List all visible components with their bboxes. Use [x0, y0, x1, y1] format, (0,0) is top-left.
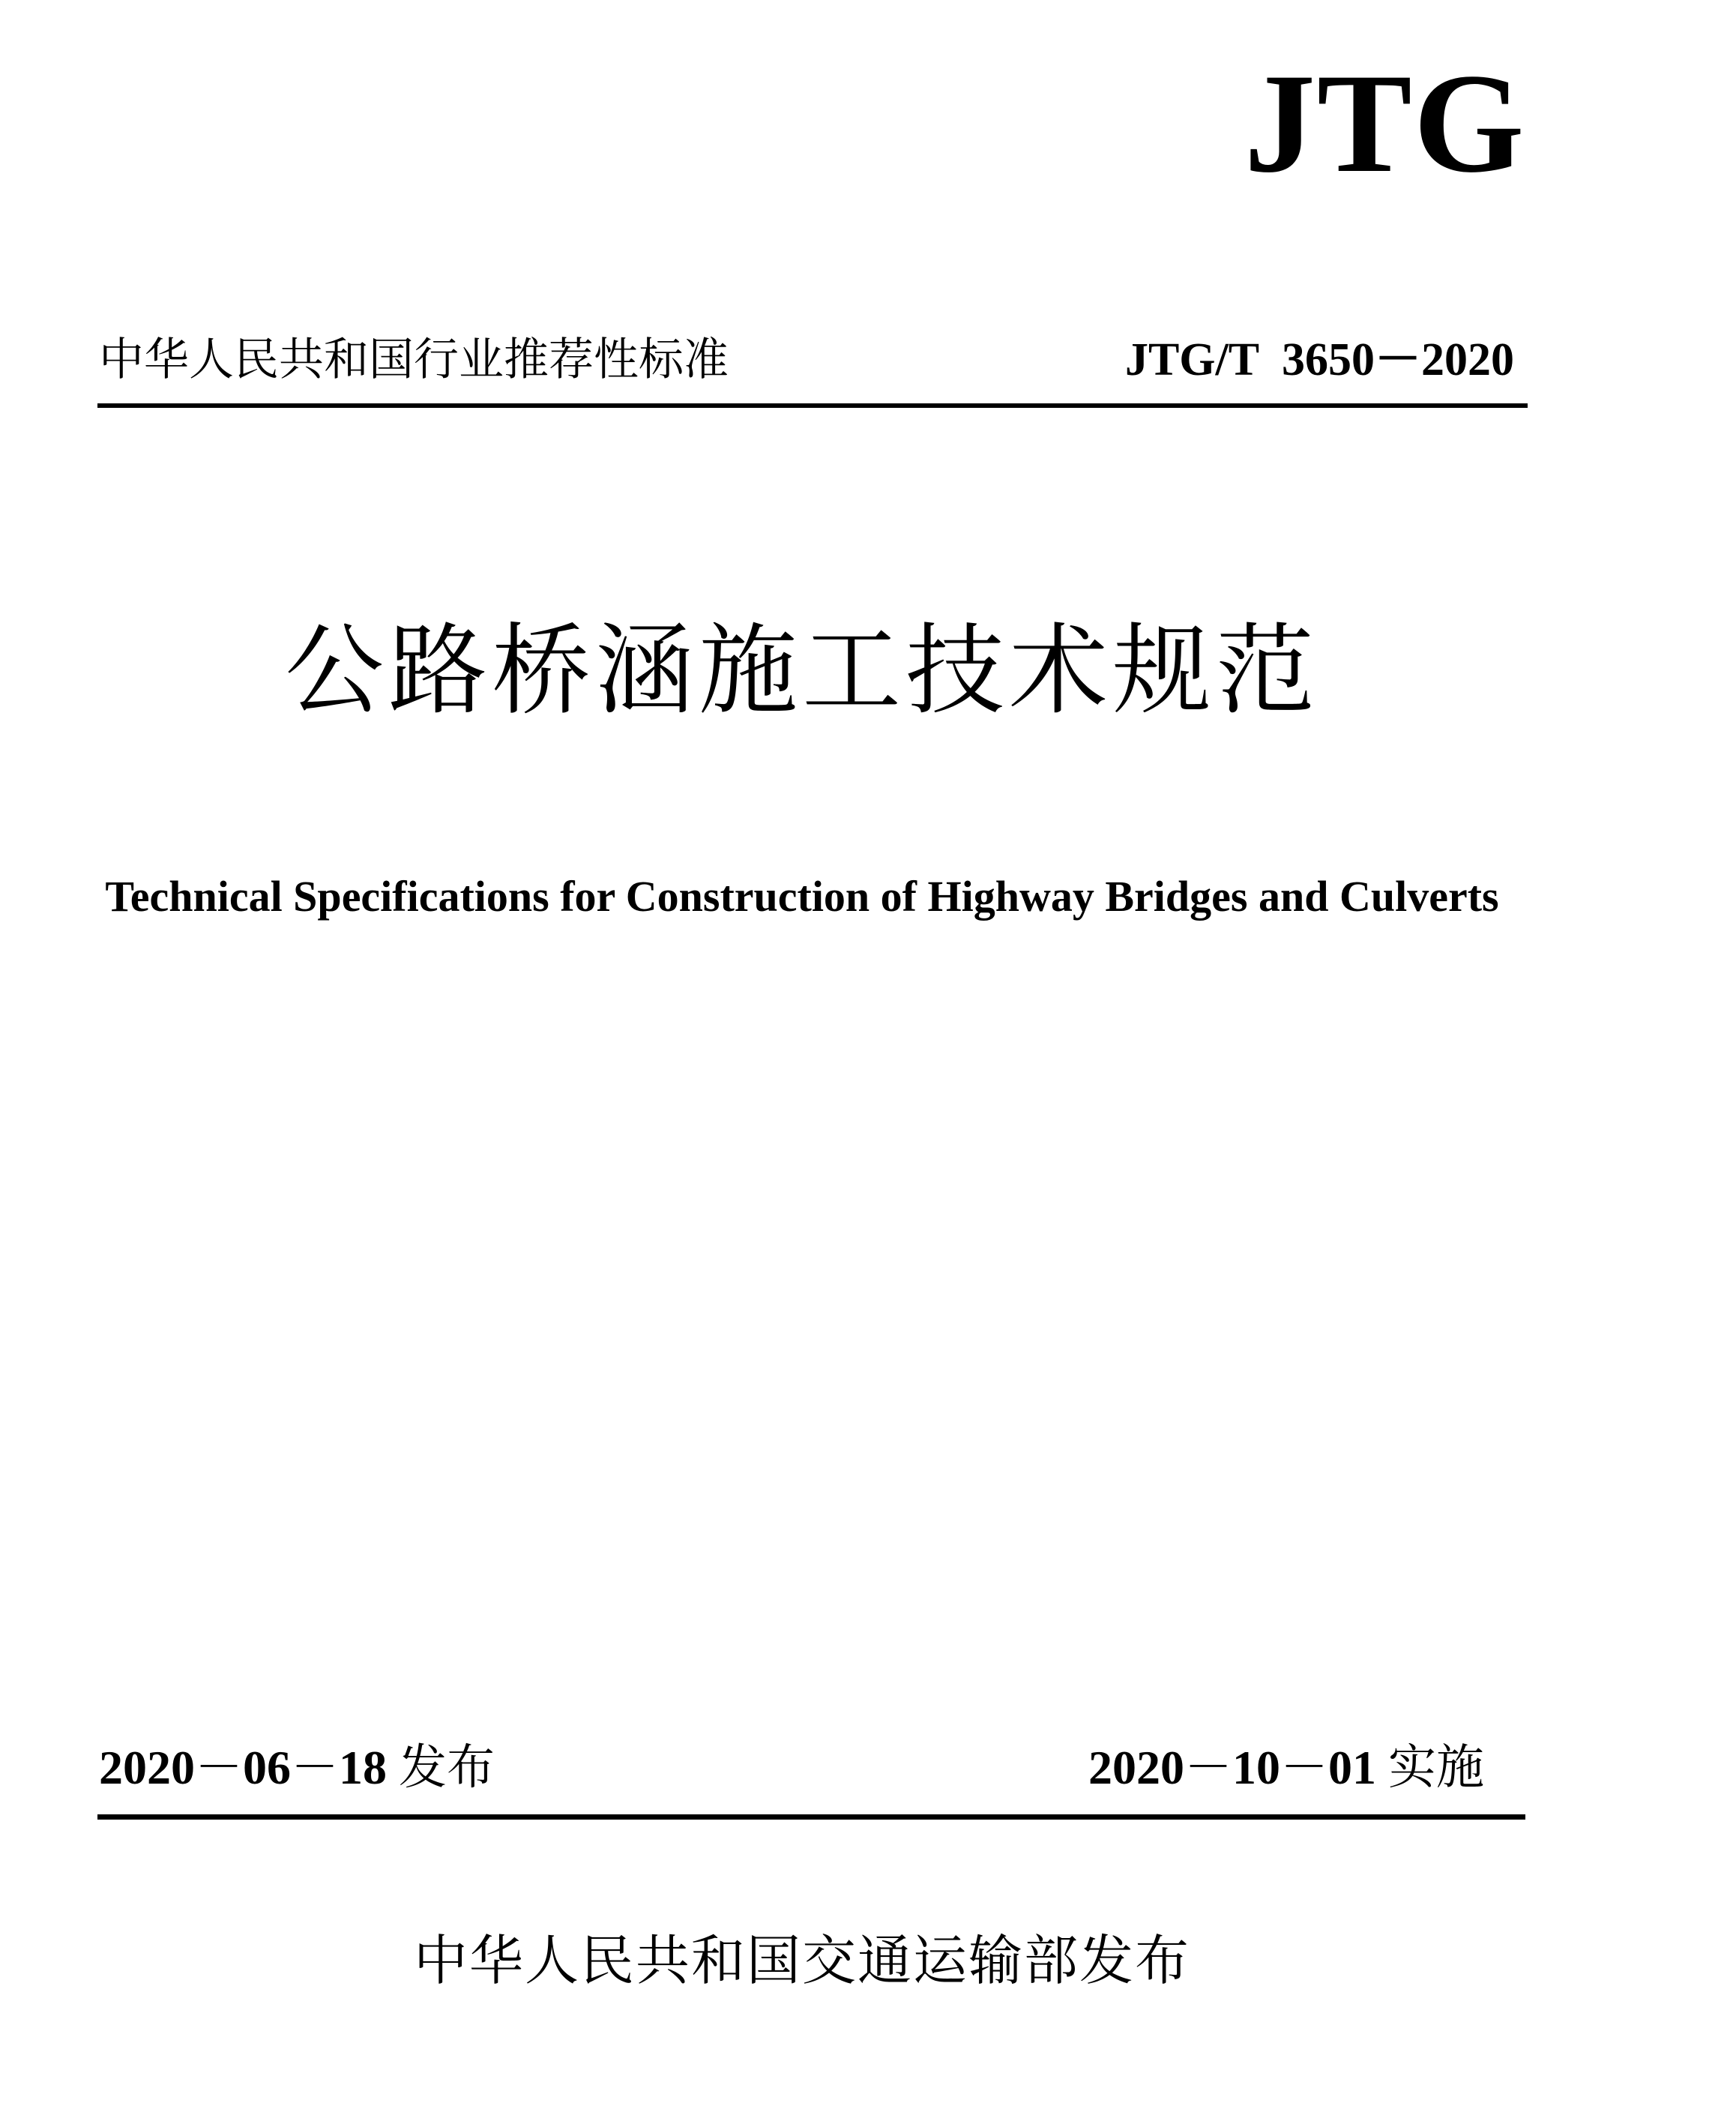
header-divider: [97, 403, 1528, 408]
implementation-month: 10: [1232, 1741, 1280, 1794]
issue-day: 18: [339, 1741, 387, 1794]
issue-date: [99, 1739, 495, 1796]
standard-code: JTG/T 3650－2020: [1124, 334, 1514, 385]
jtg-logo: JTG: [1244, 45, 1526, 202]
publisher: 中华人民共和国交通运输部发布: [413, 1929, 1190, 1992]
issue-month: 06: [243, 1741, 291, 1794]
date-separator: －: [195, 1741, 243, 1794]
implementation-day: 01: [1328, 1741, 1376, 1794]
date-separator: －: [291, 1741, 339, 1794]
standard-category: 中华人民共和国行业推荐性标准: [99, 334, 729, 386]
implementation-year: 2020: [1088, 1741, 1184, 1794]
implementation-label: 实施: [1388, 1740, 1484, 1796]
date-separator: －: [1184, 1741, 1232, 1794]
date-separator: －: [1280, 1741, 1328, 1794]
issue-label: 发布: [399, 1740, 495, 1796]
document-title-chinese: 公路桥涵施工技术规范: [285, 613, 1319, 729]
document-title-english: Technical Specifications for Construction of Highway Bridges and Culverts: [105, 872, 1499, 921]
issue-year: 2020: [99, 1741, 195, 1794]
implementation-date: [1049, 1739, 1484, 1796]
footer-divider: [97, 1814, 1525, 1820]
